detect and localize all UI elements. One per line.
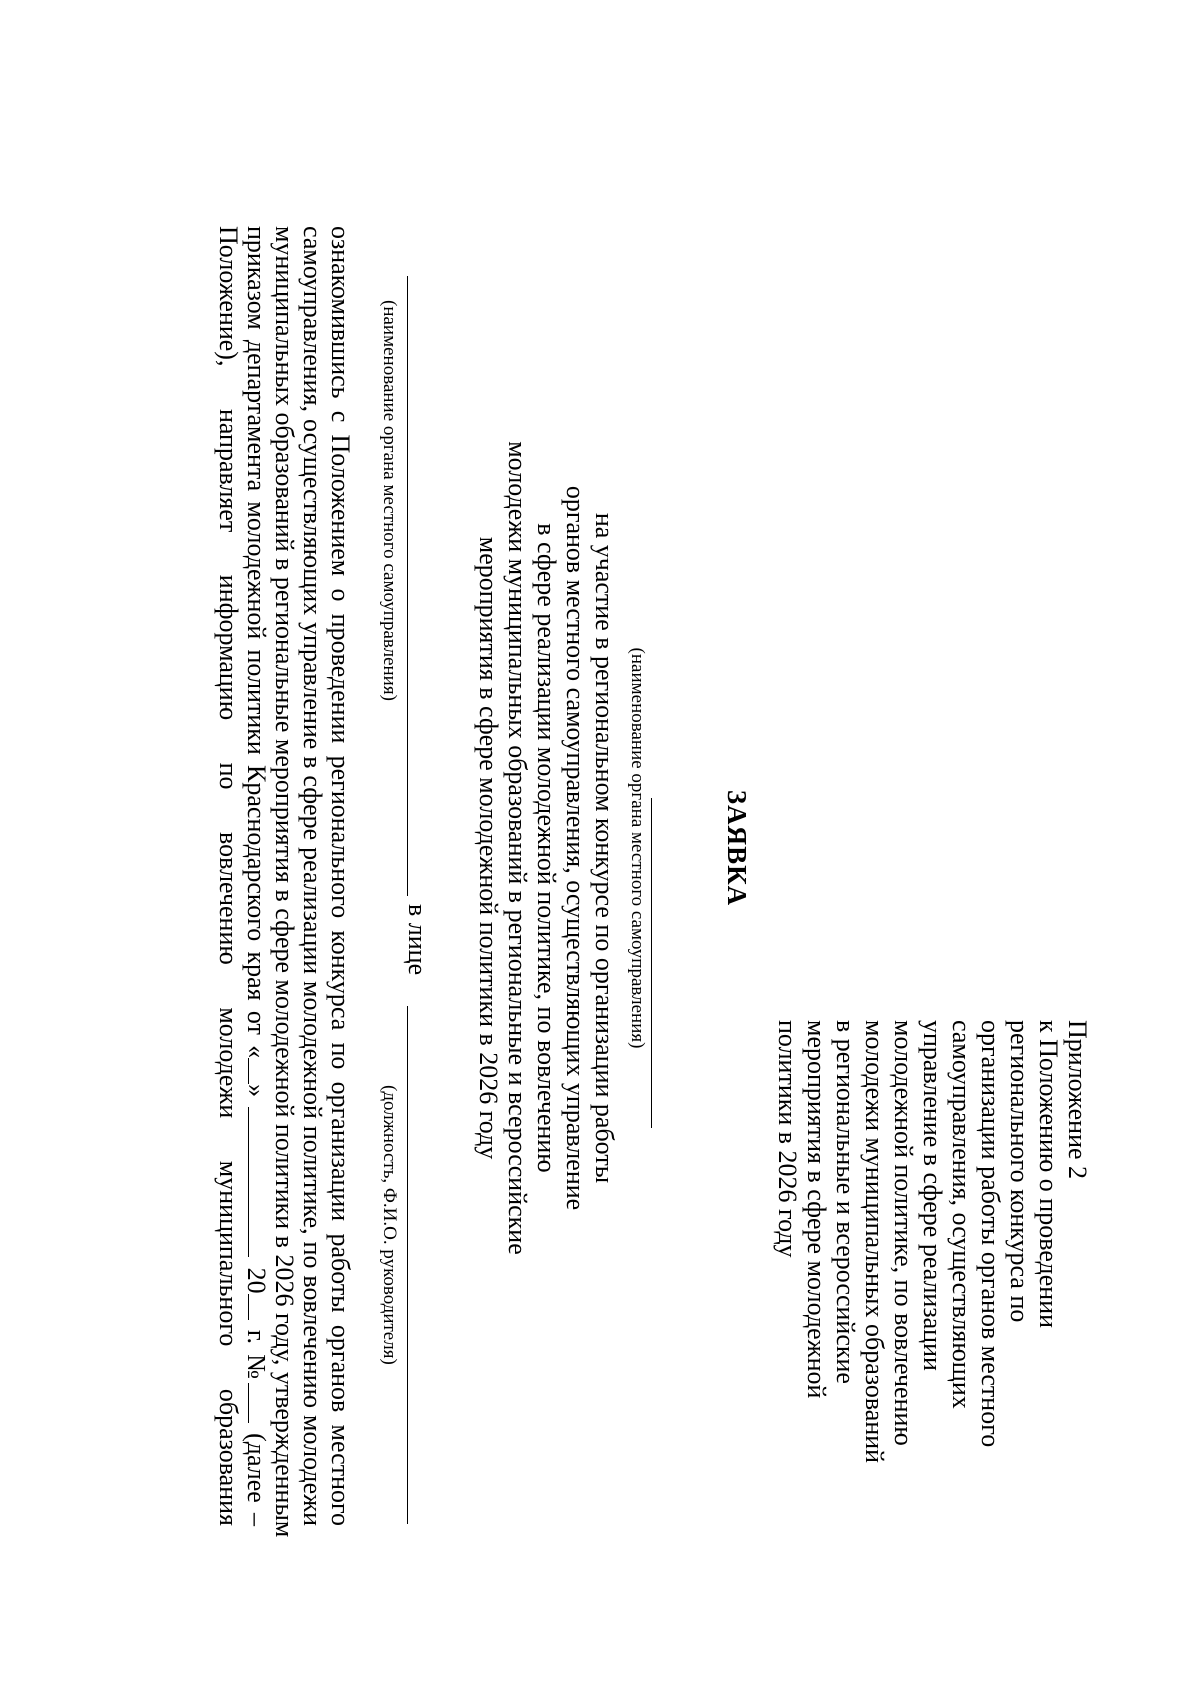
day-blank <box>248 1058 250 1084</box>
head-name-field-caption: (должность, Ф.И.О. руководителя) <box>379 1085 400 1365</box>
body-paragraph <box>214 226 355 1538</box>
purpose-line: мероприятия в сфере молодежной политики в 2026 году <box>474 536 503 1160</box>
appendix-line: управление в сфере реализации <box>918 1020 947 1371</box>
appendix-line: политики в 2026 году <box>773 1020 802 1258</box>
appendix-header <box>773 1020 1092 1540</box>
purpose-line: органов местного самоуправления, осуществляющих управление <box>561 485 590 1211</box>
purpose-line: молодежи муниципальных образований в региональные и всероссийские <box>503 441 532 1255</box>
paragraph-line-date <box>242 226 270 1526</box>
org-name-field-line <box>407 276 408 896</box>
year-blank <box>248 1294 250 1320</box>
paragraph-line: муниципальных образований в региональные мероприятия в сфере молодежной политики в 2026 году, утвержденным <box>270 226 299 1538</box>
month-blank <box>248 1107 250 1257</box>
purpose-text <box>474 0 619 1696</box>
org-name-field-caption: (наименование органа местного самоуправления) <box>379 300 400 701</box>
appendix-line: самоуправления, осуществляющих <box>947 1020 976 1409</box>
head-name-field-line <box>407 1006 408 1524</box>
representative-row <box>400 0 432 1696</box>
appendix-line: к Положению о проведении <box>1034 1020 1063 1329</box>
purpose-line: в сфере реализации молодежной политике, по вовлечению <box>532 523 561 1173</box>
appendix-line: Приложение 2 <box>1063 1020 1092 1180</box>
quote-close: » <box>242 1084 271 1098</box>
purpose-line: на участие в региональном конкурсе по организации работы <box>590 512 619 1184</box>
document-title: ЗАЯВКА <box>722 789 752 907</box>
year-prefix: 20 <box>242 1267 271 1294</box>
appendix-line: молодежной политике, по вовлечению <box>889 1020 918 1446</box>
hereinafter-text: (далее – <box>242 1433 271 1527</box>
order-text: приказом департамента молодежной политики Краснодарского края от « <box>242 226 271 1059</box>
paragraph-line: Положение), направляет информацию по вовлечению молодежи муниципального образования <box>214 226 243 1526</box>
appendix-line: в региональные и всероссийские <box>831 1020 860 1384</box>
org-name-caption: (наименование органа местного самоуправления) <box>627 647 648 1049</box>
appendix-line: регионального конкурса по <box>1005 1020 1034 1323</box>
appendix-line: мероприятия в сфере молодежной <box>802 1020 831 1399</box>
appendix-line: организации работы органов местного <box>976 1020 1005 1448</box>
number-blank <box>248 1383 250 1423</box>
paragraph-line: ознакомившись с Положением о проведении регионального конкурса по организации работы органов местного <box>326 226 355 1526</box>
in-person-label: в лице <box>403 904 432 976</box>
paragraph-line: самоуправления, осуществляющих управление в сфере реализации молодежной политике, по вовлечению молодежи <box>298 226 327 1526</box>
org-name-underline <box>651 798 652 1128</box>
number-label: г. № <box>242 1329 271 1383</box>
appendix-line: молодежи муниципальных образований <box>860 1020 889 1464</box>
